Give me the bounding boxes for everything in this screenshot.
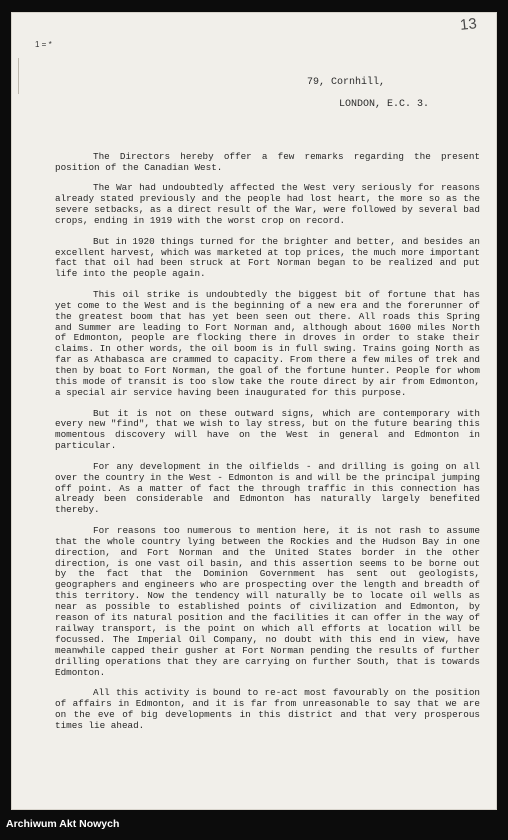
paragraph: But in 1920 things turned for the brighter and better, and besides an excellent harvest, which was marketed at top prices, the much more important fact that oil had been struck at Fort Norman began to be realized and put life into the people again. (55, 235, 480, 280)
page-number: 13 (459, 15, 478, 34)
paragraph: All this activity is bound to re-act most favourably on the position of affairs in Edmonton, and it is far from unreasonable to say that we are on the eve of big developments in this district and that very prosperous times lie ahead. (55, 687, 480, 731)
address-street: 79, Cornhill, (307, 77, 386, 88)
paragraph: The War had undoubtedly affected the West very seriously for reasons already stated previously and the people had lost heart, the more so as the severe setbacks, as a direct result of the War, were followed by several bad crops, ending in 1919 with the worst crop on record. (55, 182, 480, 227)
letter-body (55, 152, 480, 741)
paragraph: The Directors hereby offer a few remarks regarding the present position of the Canadian West. (55, 151, 480, 173)
paragraph: This oil strike is undoubtedly the biggest bit of fortune that has yet come to the West and is the beginning of a new era and the forerunner of the greatest boom that has yet been seen out there. All roads this Spring and Summer are leading to Fort Norman and, although about 1600 miles North of Edmonton, people are flocking there in droves in order to stake their claims. In other words, the oil boom is in full swing. Trains going North as far as Athabasca are crammed to capacity. From there a few miles of trek and then by boat to Fort Norman, the goal of the fortune hunter. People for whom this mode of transit is too slow take the route direct by air from Edmonton, a special air service having been inaugurated for this purpose. (55, 288, 480, 398)
sender-address (307, 72, 429, 116)
document-page (11, 12, 497, 810)
address-city: LONDON, E.C. 3. (339, 99, 430, 110)
paragraph: For reasons too numerous to mention here, it is not rash to assume that the whole country lying between the Rockies and the Hudson Bay in one direction, and Fort Norman and the United States border in the other direction, is one vast oil basin, and this assertion seems to be borne out by the fact that the Dominion Government has sent out geologists, geographers and engineers who are prospecting over the length and breadth of this territory. Now the tendency will naturally be to locate oil wells as near as possible to established points of civilization and Edmonton, by reason of its natural position and the facilities it can offer in the way of railway transport, is the point on which all efforts at location will be focussed. The Imperial Oil Company, no doubt with this end in view, have meanwhile capped their gusher at Fort Norman pending the results of further drilling operations that they are carrying on further South, that is towards Edmonton. (55, 524, 480, 678)
corner-mark: 1 = * (35, 40, 52, 49)
margin-pencil-stroke (18, 58, 19, 94)
archive-footer-bar (0, 812, 508, 840)
paragraph: But it is not on these outward signs, which are contemporary with every new "find", that we wish to lay stress, but on the future bearing this momentous discovery will have on the West in general and Edmonton in particular. (55, 407, 480, 452)
archive-label: Archiwum Akt Nowych (6, 818, 120, 830)
paragraph: For any development in the oilfields - and drilling is going on all over the country in the West - Edmonton is and will be the principal jumping off point. As a matter of fact the through traffic in this connection has already been considerable and Edmonton has naturally largely benefited thereby. (55, 460, 480, 516)
